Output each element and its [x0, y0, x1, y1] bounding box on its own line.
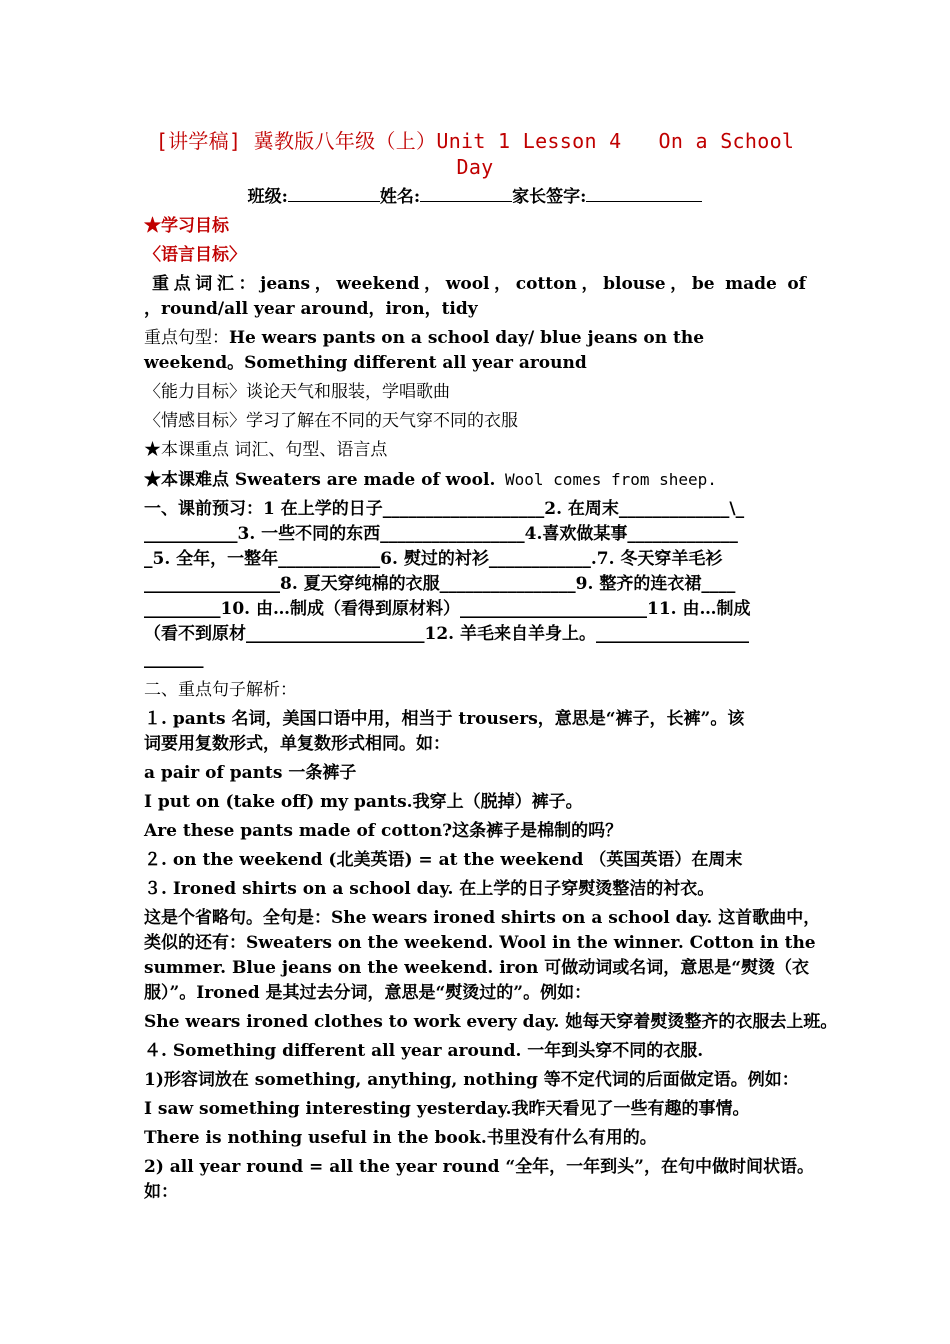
key-sentence-line-1: He wears pants on a school day/ blue jeans on the — [229, 328, 705, 348]
point-4-example-2: There is nothing useful in the book.书里没有什么有用的。 — [144, 1128, 657, 1148]
analysis-heading: 二、重点句子解析： — [144, 680, 297, 700]
point-3-explanation — [144, 906, 821, 1006]
emotion-objective: 〈情感目标〉学习了解在不同的天气穿不同的衣服 — [144, 411, 518, 431]
difficulty — [144, 467, 806, 493]
title-line-2: Day — [456, 155, 494, 179]
document-body — [144, 128, 838, 1209]
point-1-line-2: 词要用复数形式，单复数形式相同。如： — [144, 734, 450, 754]
preview-line-2: ___________3. 一些不同的东西_________________4.喜欢做某事_____________ — [144, 524, 738, 544]
p3-expl-line-4: 服）”。Ironed 是其过去分词，意思是“熨烫过的”。例如： — [144, 983, 592, 1003]
vocab-line-1: 重点词汇：jeans，weekend，wool，cotton，blouse，be made of — [152, 274, 806, 294]
key-points: ★本课重点 词汇、句型、语言点 — [144, 440, 388, 460]
name-label: 姓名: — [379, 187, 421, 207]
vocab-block — [144, 272, 806, 322]
point-1-line-1: １. pants 名词，美国口语中用，相当于 trousers，意思是“裤子，长裤”。该 — [144, 709, 745, 729]
p3-expl-line-3: summer. Blue jeans on the weekend. iron 可做动词或名词，意思是“熨烫（衣 — [144, 958, 810, 978]
example-2: I put on (take off) my pants.我穿上（脱掉）裤子。 — [144, 792, 583, 812]
preview-line-5: _________10. 由…制成（看得到原材料）______________________11. 由…制成 — [144, 599, 751, 619]
class-blank[interactable] — [288, 185, 380, 202]
analysis-point-3: ３. Ironed shirts on a school day. 在上学的日子穿熨烫整洁的衬衣。 — [144, 879, 715, 899]
point-4-sub-2 — [144, 1155, 814, 1205]
p4-sub-2-line-2: 如： — [144, 1182, 178, 1202]
key-sentence-label: 重点句型： — [144, 328, 229, 348]
name-blank[interactable] — [420, 185, 512, 202]
p3-expl-line-1: 这是个省略句。全句是：She wears ironed shirts on a school day. 这首歌曲中， — [144, 908, 821, 928]
key-sentence-line-2: weekend。Something different all year around — [144, 353, 587, 373]
preview-line-1: 一、课前预习：1 在上学的日子___________________2. 在周末_____________\_ — [144, 499, 745, 519]
example-3: Are these pants made of cotton?这条裤子是棉制的吗？ — [144, 821, 623, 841]
analysis-point-2: ２. on the weekend (北美英语) = at the weekend （英国英语）在周末 — [144, 850, 743, 870]
parent-signature-label: 家长签字: — [512, 187, 587, 207]
analysis-point-1 — [144, 707, 806, 757]
preview-line-4: ________________8. 夏天穿纯棉的衣服________________9. 整齐的连衣裙____ — [144, 574, 736, 594]
point-4-sub-1: 1)形容词放在 something, anything, nothing 等不定代词的后面做定语。例如： — [144, 1070, 799, 1090]
preview-line-3: _5. 全年，一整年____________6. 熨过的衬衫____________.7. 冬天穿羊毛衫 — [144, 549, 723, 569]
difficulty-mono: Wool comes from sheep. — [495, 470, 717, 489]
point-4-example-1: I saw something interesting yesterday.我昨天看见了一些有趣的事情。 — [144, 1099, 750, 1119]
p4-sub-2-line-1: 2) all year round = all the year round “全年，一年到头”，在句中做时间状语。 — [144, 1157, 814, 1177]
preview-line-6: （看不到原材_____________________12. 羊毛来自羊身上。__________________ — [144, 624, 749, 644]
page-title — [144, 128, 806, 180]
title-line-1: [讲学稿] 冀教版八年级（上）Unit 1 Lesson 4 On a School — [155, 129, 795, 153]
language-objectives-heading: 〈语言目标〉 — [144, 245, 246, 265]
key-sentence-block — [144, 326, 806, 376]
objectives-heading: ★学习目标 — [144, 216, 229, 236]
p3-expl-line-2: 类似的还有：Sweaters on the weekend. Wool in the winner. Cotton in the — [144, 933, 816, 953]
parent-signature-blank[interactable] — [586, 185, 702, 202]
point-3-example: She wears ironed clothes to work every day. 她每天穿着熨烫整齐的衣服去上班。 — [144, 1012, 838, 1032]
vocab-line-2: ，round/all year around，iron，tidy — [144, 299, 478, 319]
ability-objective: 〈能力目标〉谈论天气和服装，学唱歌曲 — [144, 382, 450, 402]
class-label: 班级: — [247, 187, 288, 207]
preview-line-7: _______ — [144, 649, 204, 669]
preview-exercise — [144, 497, 806, 672]
difficulty-label: ★本课难点 Sweaters are made of wool. — [144, 470, 496, 490]
analysis-point-4: ４. Something different all year around. 一年到头穿不同的衣服. — [144, 1041, 704, 1061]
student-info-fields — [144, 184, 806, 210]
example-1: a pair of pants 一条裤子 — [144, 763, 357, 783]
